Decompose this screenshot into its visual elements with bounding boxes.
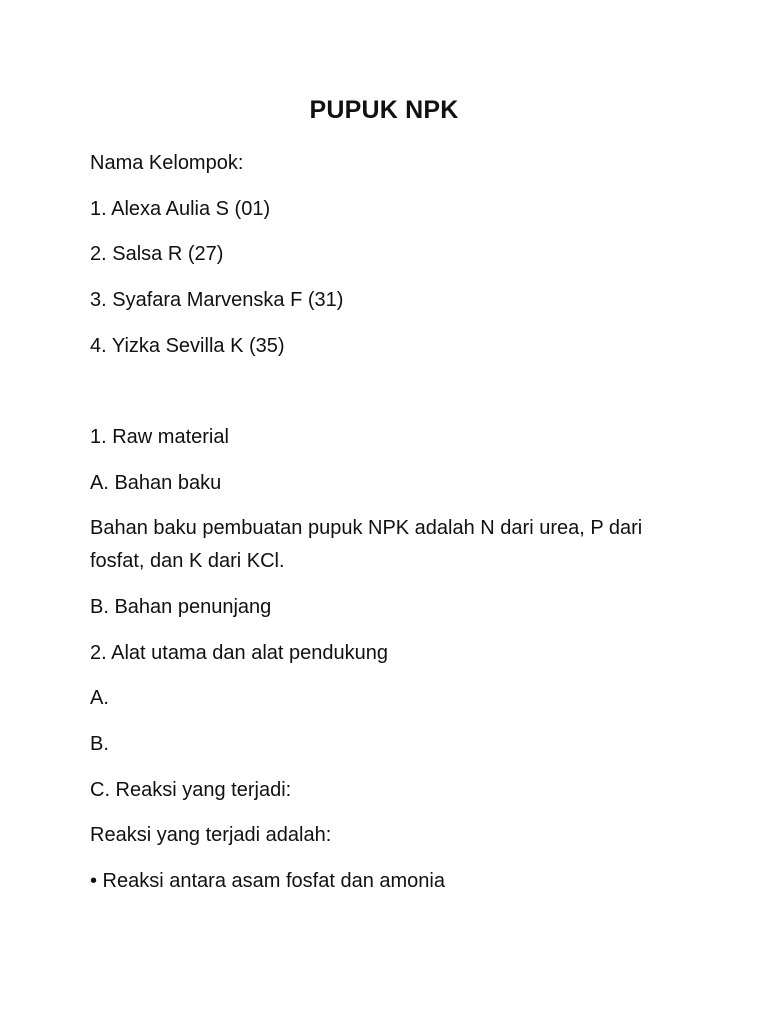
sub-a-heading: A. Bahan baku <box>90 472 222 494</box>
item-b: B. <box>90 733 109 755</box>
reaction-intro: Reaksi yang terjadi adalah: <box>90 824 332 846</box>
member-1: 1. Alexa Aulia S (01) <box>90 198 271 220</box>
item-a: A. <box>90 687 109 709</box>
paragraph-line-1: Bahan baku pembuatan pupuk NPK adalah N dari urea, P dari <box>90 517 643 539</box>
member-2: 2. Salsa R (27) <box>90 243 224 265</box>
section-2-heading: 2. Alat utama dan alat pendukung <box>90 642 389 664</box>
bullet-item-1: • Reaksi antara asam fosfat dan amonia <box>90 870 445 892</box>
member-3: 3. Syafara Marvenska F (31) <box>90 289 344 311</box>
sub-b-heading: B. Bahan penunjang <box>90 596 272 618</box>
member-4: 4. Yizka Sevilla K (35) <box>90 335 285 357</box>
document-title: PUPUK NPK <box>309 96 459 124</box>
item-c: C. Reaksi yang terjadi: <box>90 779 292 801</box>
section-1-heading: 1. Raw material <box>90 426 229 448</box>
group-label: Nama Kelompok: <box>90 152 244 174</box>
paragraph-line-2: fosfat, dan K dari KCl. <box>90 550 285 572</box>
